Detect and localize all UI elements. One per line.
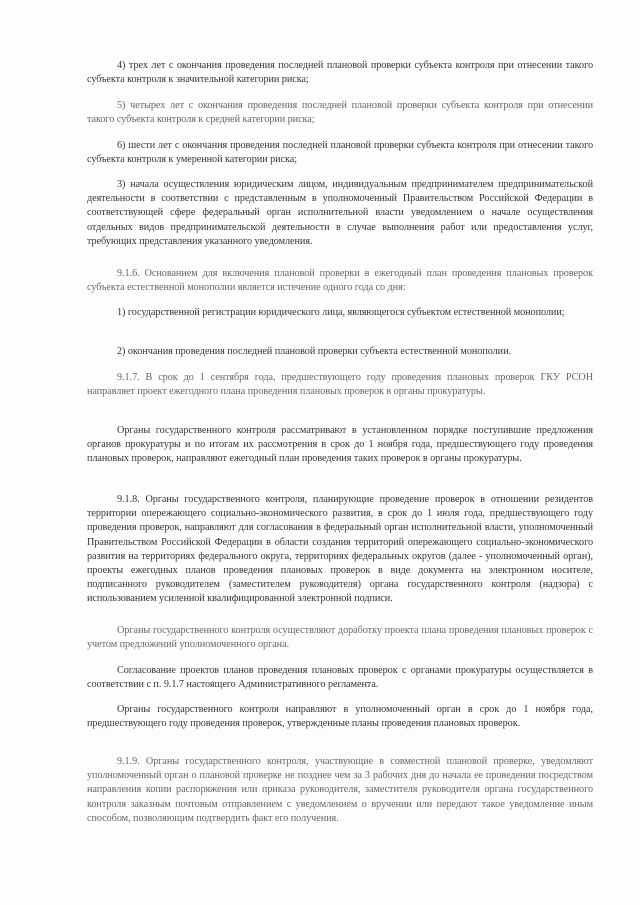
paragraph-plan-submission: Органы государственного контроля направляют в уполномоченный орган в срок до 1 ноября года, предшествующего году проведения проверок, утвержденные планы проведения плановых проверок. bbox=[87, 704, 593, 730]
paragraph-9-1-9: 9.1.9. Органы государственного контроля, участвующие в совместной плановой проверке, уведомляют уполномоченный орган о плановой проверке не позднее чем за 3 рабочих дня до начала ее проведения посредством направления копии распоряжения или приказа руководителя, заместителя руководителя органа государственного контроля заказным почтовым отправлением с уведомлением о вручении или передают такое уведомление иным способом, позволяющим подтвердить факт его получения. bbox=[87, 756, 593, 824]
paragraph-9-1-7: 9.1.7. В срок до 1 сентября года, предшествующего году проведения плановых проверок ГКУ РСОН направляет проект ежегодного плана проведения плановых проверок в органы прокуратуры. bbox=[87, 372, 593, 398]
paragraph-item-3-notification: 3) начала осуществления юридическим лицом, индивидуальным предпринимателем предпринимательской деятельности в соответствии с представленным в уполномоченный Правительством Российской Федерации в соответствующей сфере федеральный орган исполнительной власти уведомлением о начале осуществления отдельных видов предпринимательской деятельности в случае выполнения работ или предоставления услуг, требующих представления указанного уведомления. bbox=[87, 179, 593, 247]
paragraph-9-1-8: 9.1.8. Органы государственного контроля, планирующие проведение проверок в отношении резидентов территории опережающего социально-экономического развития, в срок до 1 июля года, предшествующего году проведения проверок, направляют для согласования в федеральный орган исполнительной власти, уполномоченный Правительством Российской Федерации в области создания территорий опережающего социально-экономического развития на территориях федерального округа, территориях федеральных округов (далее - уполномоченный орган), проекты ежегодных планов проведения плановых проверок в виде документа на электронном носителе, подписанного руководителем (заместителем руководителя) органа государственного контроля (надзора) с использованием усиленной квалифицированной электронной подписи. bbox=[87, 494, 593, 605]
paragraph-item-1-registration: 1) государственной регистрации юридического лица, являющегося субъектом естественной монополии; bbox=[117, 307, 565, 318]
paragraph-prosecutor-review: Органы государственного контроля рассматривают в установленном порядке поступившие предложения органов прокуратуры и по итогам их рассмотрения в срок до 1 ноября года, предшествующего году проведения плановых проверок, направляют ежегодный план проведения таких проверок в органы прокуратуры. bbox=[87, 425, 593, 465]
paragraph-item-4: 4) трех лет с окончания проведения последней плановой проверки субъекта контроля при отнесении такого субъекта контроля к значительной категории риска; bbox=[87, 60, 593, 86]
paragraph-plan-approval: Согласование проектов планов проведения плановых проверок с органами прокуратуры осуществляется в соответствии с п. 9.1.7 настоящего Административного регламента. bbox=[87, 665, 593, 691]
paragraph-item-6: 6) шести лет с окончания проведения последней плановой проверки субъекта контроля при отнесении такого субъекта контроля к умеренной категории риска; bbox=[87, 140, 593, 166]
paragraph-9-1-6: 9.1.6. Основанием для включения плановой проверки в ежегодный план проведения плановых проверок субъекта естественной монополии является истечение одного года со дня: bbox=[87, 268, 593, 294]
paragraph-item-2-last-check: 2) окончания проведения последней плановой проверки субъекта естественной монополии. bbox=[117, 346, 511, 357]
paragraph-item-5: 5) четырех лет с окончания проведения последней плановой проверки субъекта контроля при отнесении такого субъекта контроля к средней категории риска; bbox=[87, 100, 593, 126]
paragraph-plan-revision: Органы государственного контроля осуществляют доработку проекта плана проведения плановых проверок с учетом предложений уполномоченного органа. bbox=[87, 625, 593, 651]
